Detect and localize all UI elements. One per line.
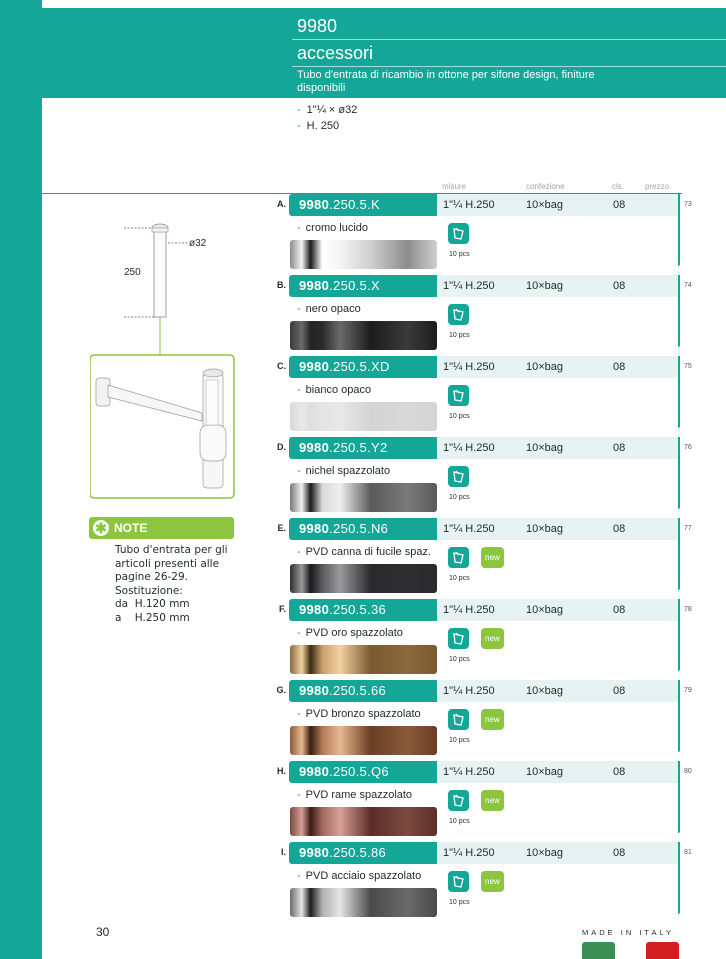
row-letter: D. (277, 442, 286, 452)
finish-swatch (290, 807, 437, 836)
diameter-label: ø32 (189, 238, 207, 249)
row-right-edge (678, 275, 680, 347)
row-letter: E. (277, 523, 286, 533)
column-header-cls: cls. (612, 182, 624, 191)
cell-misure: 1"¼ H.250 (443, 361, 495, 373)
cell-confezione: 10×bag (526, 685, 564, 697)
row-right-edge (678, 437, 680, 509)
finish-name: - PVD canna di fucile spaz. (297, 546, 432, 558)
pack-quantity: 10 pcs (449, 413, 470, 420)
finish-swatch (290, 321, 437, 350)
cell-cls: 08 (613, 847, 626, 859)
cell-cls: 08 (613, 199, 626, 211)
product-code: 9980.250.5.Q6 (299, 764, 389, 779)
finish-name: - nero opaco (297, 303, 361, 315)
row-right-edge (678, 194, 680, 266)
row-ref-number: 81 (684, 849, 692, 856)
finish-name: - PVD oro spazzolato (297, 627, 403, 639)
column-header-confezione: confezione (526, 182, 565, 191)
cell-misure: 1"¼ H.250 (443, 766, 495, 778)
cell-confezione: 10×bag (526, 280, 564, 292)
column-header-prezzo: prezzo (645, 182, 670, 191)
table-row (0, 436, 726, 517)
row-ref-number: 76 (684, 444, 692, 451)
flag-red (646, 942, 679, 959)
product-code: 9980.250.5.66 (299, 683, 387, 698)
cell-confezione: 10×bag (526, 847, 564, 859)
row-ref-number: 78 (684, 606, 692, 613)
product-code: 9980.250.5.N6 (299, 521, 389, 536)
row-letter: I. (280, 847, 286, 857)
table-row (0, 679, 726, 760)
cell-misure: 1"¼ H.250 (443, 199, 495, 211)
package-icon (448, 466, 469, 487)
page-title: 9980 (297, 16, 338, 36)
cell-confezione: 10×bag (526, 361, 564, 373)
note-label: NOTE (114, 521, 148, 535)
table-row (0, 355, 726, 436)
table-row (0, 841, 726, 922)
cell-misure: 1"¼ H.250 (443, 685, 495, 697)
new-badge: new (481, 547, 504, 568)
cell-cls: 08 (613, 685, 626, 697)
new-badge: new (481, 628, 504, 649)
pack-quantity: 10 pcs (449, 818, 470, 825)
row-ref-number: 80 (684, 768, 692, 775)
pack-quantity: 10 pcs (449, 332, 470, 339)
page-number: 30 (96, 925, 110, 939)
cell-confezione: 10×bag (526, 523, 564, 535)
new-badge: new (481, 871, 504, 892)
finish-swatch (290, 888, 437, 917)
table-row (0, 598, 726, 679)
cell-misure: 1"¼ H.250 (443, 604, 495, 616)
new-badge: new (481, 790, 504, 811)
cell-misure: 1"¼ H.250 (443, 442, 495, 454)
package-icon (448, 790, 469, 811)
product-description: Tubo d'entrata di ricambio in ottone per sifone design, finiture disponibili (297, 69, 595, 94)
row-letter: C. (277, 361, 286, 371)
pack-quantity: 10 pcs (449, 251, 470, 258)
cell-misure: 1"¼ H.250 (443, 523, 495, 535)
finish-swatch (290, 240, 437, 269)
table-row (0, 517, 726, 598)
row-right-edge (678, 518, 680, 590)
package-icon (448, 547, 469, 568)
cell-confezione: 10×bag (526, 604, 564, 616)
product-code: 9980.250.5.Y2 (299, 440, 388, 455)
finish-swatch (290, 564, 437, 593)
row-ref-number: 79 (684, 687, 692, 694)
package-icon (448, 385, 469, 406)
row-right-edge (678, 761, 680, 833)
pack-quantity: 10 pcs (449, 575, 470, 582)
finish-name: - cromo lucido (297, 222, 369, 234)
package-icon (448, 709, 469, 730)
cell-cls: 08 (613, 604, 626, 616)
row-right-edge (678, 356, 680, 428)
row-letter: H. (277, 766, 286, 776)
product-code-box (289, 680, 437, 702)
header-band (42, 8, 726, 98)
pack-quantity: 10 pcs (449, 899, 470, 906)
cell-misure: 1"¼ H.250 (443, 847, 495, 859)
table-row (0, 193, 726, 274)
product-code: 9980.250.5.K (299, 197, 380, 212)
cell-confezione: 10×bag (526, 442, 564, 454)
finish-name: - bianco opaco (297, 384, 372, 396)
new-badge: new (481, 709, 504, 730)
header-divider-2 (292, 66, 726, 67)
product-code-box (289, 599, 437, 621)
spec-list (297, 102, 357, 134)
product-code: 9980.250.5.XD (299, 359, 390, 374)
note-text: Tubo d'entrata per gli articoli presenti alle pagine 26-29. Sostituzione: da H.120 mm a H.250 mm (115, 544, 228, 624)
cell-cls: 08 (613, 280, 626, 292)
height-label: 250 (124, 267, 141, 278)
finish-name: - PVD rame spazzolato (297, 789, 413, 801)
pack-quantity: 10 pcs (449, 737, 470, 744)
product-code-box (289, 437, 437, 459)
row-right-edge (678, 680, 680, 752)
row-letter: B. (277, 280, 286, 290)
row-ref-number: 77 (684, 525, 692, 532)
product-code-box (289, 518, 437, 540)
finish-swatch (290, 483, 437, 512)
package-icon (448, 304, 469, 325)
made-in-italy-label: MADE IN ITALY (582, 928, 675, 937)
finish-name: - PVD acciaio spazzolato (297, 870, 422, 882)
row-letter: A. (277, 199, 286, 209)
table-row (0, 760, 726, 841)
finish-name: - PVD bronzo spazzolato (297, 708, 421, 720)
row-letter: G. (276, 685, 286, 695)
package-icon (448, 223, 469, 244)
package-icon (448, 871, 469, 892)
finish-swatch (290, 402, 437, 431)
row-ref-number: 73 (684, 201, 692, 208)
product-code-box (289, 275, 437, 297)
header-divider (292, 39, 726, 40)
pack-quantity: 10 pcs (449, 656, 470, 663)
cell-confezione: 10×bag (526, 766, 564, 778)
product-code: 9980.250.5.36 (299, 602, 387, 617)
finish-name: - nichel spazzolato (297, 465, 391, 477)
row-letter: F. (278, 604, 286, 614)
cell-misure: 1"¼ H.250 (443, 280, 495, 292)
cell-cls: 08 (613, 442, 626, 454)
product-code-box (289, 356, 437, 378)
cell-cls: 08 (613, 361, 626, 373)
cell-cls: 08 (613, 523, 626, 535)
page-subtitle: accessori (297, 43, 374, 63)
product-code: 9980.250.5.X (299, 278, 380, 293)
product-code-box (289, 761, 437, 783)
spec-item: - H. 250 (297, 120, 340, 132)
product-code-box (289, 842, 437, 864)
row-ref-number: 74 (684, 282, 692, 289)
pack-quantity: 10 pcs (449, 494, 470, 501)
product-code-box (289, 194, 437, 216)
package-icon (448, 628, 469, 649)
cell-confezione: 10×bag (526, 199, 564, 211)
finish-swatch (290, 726, 437, 755)
row-right-edge (678, 842, 680, 914)
row-ref-number: 75 (684, 363, 692, 370)
column-header-misure: misure (442, 182, 467, 191)
table-row (0, 274, 726, 355)
spec-item: - 1"¼ × ø32 (297, 104, 358, 116)
cell-cls: 08 (613, 766, 626, 778)
asterisk-icon: ✱ (93, 520, 109, 536)
flag-green (582, 942, 615, 959)
finish-swatch (290, 645, 437, 674)
product-code: 9980.250.5.86 (299, 845, 387, 860)
row-right-edge (678, 599, 680, 671)
